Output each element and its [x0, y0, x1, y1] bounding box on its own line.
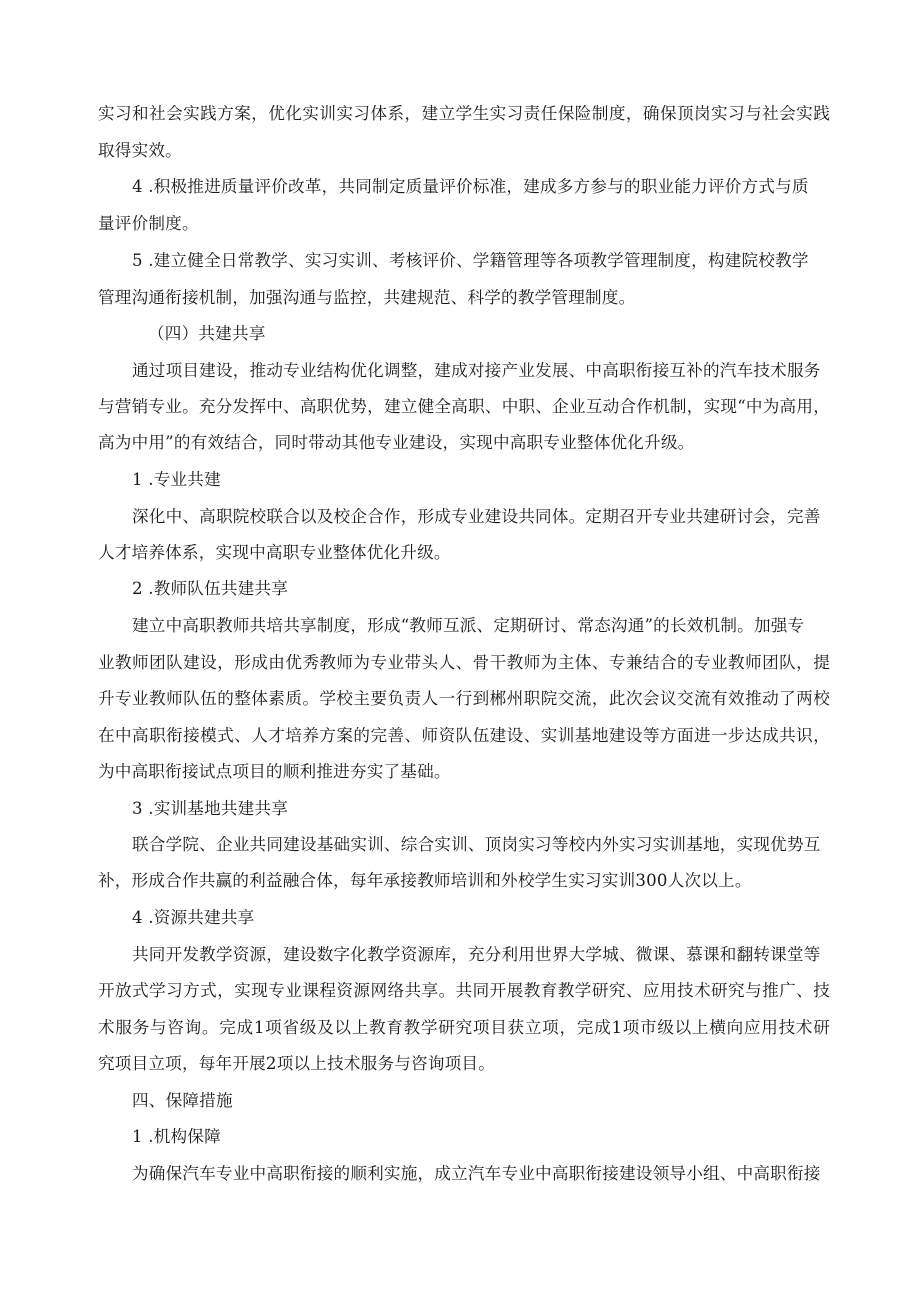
- paragraph-line: 深化中、高职院校联合以及校企合作，形成专业建设共同体。定期召开专业共建研讨会，完善: [132, 507, 821, 526]
- paragraph-line: 与营销专业。充分发挥中、高职优势，建立健全高职、中职、企业互动合作机制，实现“中为高用，: [98, 397, 830, 416]
- paragraph-line: 为中高职衔接试点项目的顺利推进夯实了基础。: [98, 762, 451, 781]
- subsection-heading: 1 .机构保障: [132, 1127, 221, 1146]
- paragraph-line: 究项目立项，每年开展2项以上技术服务与咨询项目。: [98, 1054, 496, 1073]
- paragraph-line: 高为中用”的有效结合，同时带动其他专业建设，实现中高职专业整体优化升级。: [98, 433, 695, 452]
- paragraph-line: 升专业教师队伍的整体素质。学校主要负责人一行到郴州职院交流，此次会议交流有效推动了两校: [98, 689, 830, 708]
- subsection-heading: 4 .资源共建共享: [132, 908, 255, 927]
- paragraph-line: 人才培养体系，实现中高职专业整体优化升级。: [98, 543, 451, 562]
- paragraph-line: 补，形成合作共赢的利益融合体，每年承接教师培训和外校学生实习实训300人次以上。: [98, 871, 752, 890]
- list-item-heading: 5 .建立健全日常教学、实习实训、考核评价、学籍管理等各项教学管理制度，构建院校教学: [132, 251, 809, 270]
- paragraph-line: 业教师团队建设，形成由优秀教师为专业带头人、骨干教师为主体、专兼结合的专业教师团队，提: [98, 653, 830, 672]
- paragraph-line: 实习和社会实践方案，优化实训实习体系，建立学生实习责任保险制度，确保顶岗实习与社会实践: [98, 104, 830, 123]
- paragraph-line: 通过项目建设，推动专业结构优化调整，建成对接产业发展、中高职衔接互补的汽车技术服务: [132, 361, 821, 380]
- paragraph-line: 为确保汽车专业中高职衔接的顺利实施，成立汽车专业中高职衔接建设领导小组、中高职衔接: [132, 1164, 821, 1183]
- paragraph-line: 取得实效。: [98, 141, 182, 160]
- list-item-heading: 4 .积极推进质量评价改革，共同制定质量评价标准，建成多方参与的职业能力评价方式与质: [132, 177, 809, 196]
- paragraph-line: 开放式学习方式，实现专业课程资源网络共享。共同开展教育教学研究、应用技术研究与推广、技: [98, 981, 830, 1000]
- section-heading: （四）共建共享: [148, 324, 266, 343]
- paragraph-line: 术服务与咨询。完成1项省级及以上教育教学研究项目获立项，完成1项市级以上横向应用技术研: [98, 1018, 830, 1037]
- subsection-heading: 2 .教师队伍共建共享: [132, 579, 289, 598]
- chapter-heading: 四、保障措施: [132, 1091, 233, 1110]
- paragraph-line: 共同开发教学资源，建设数字化教学资源库，充分利用世界大学城、微课、慕课和翻转课堂等: [132, 945, 821, 964]
- paragraph-line: 管理沟通衔接机制，加强沟通与监控，共建规范、科学的教学管理制度。: [98, 288, 636, 307]
- paragraph-line: 在中高职衔接模式、人才培养方案的完善、师资队伍建设、实训基地建设等方面进一步达成共识，: [98, 726, 830, 745]
- paragraph-line: 建立中高职教师共培共享制度，形成“教师互派、定期研讨、常态沟通”的长效机制。加强专: [132, 616, 805, 635]
- paragraph-line: 量评价制度。: [98, 214, 199, 233]
- subsection-heading: 1 .专业共建: [132, 470, 221, 489]
- subsection-heading: 3 .实训基地共建共享: [132, 799, 289, 818]
- paragraph-line: 联合学院、企业共同建设基础实训、综合实训、顶岗实习等校内外实习实训基地，实现优势互: [132, 835, 821, 854]
